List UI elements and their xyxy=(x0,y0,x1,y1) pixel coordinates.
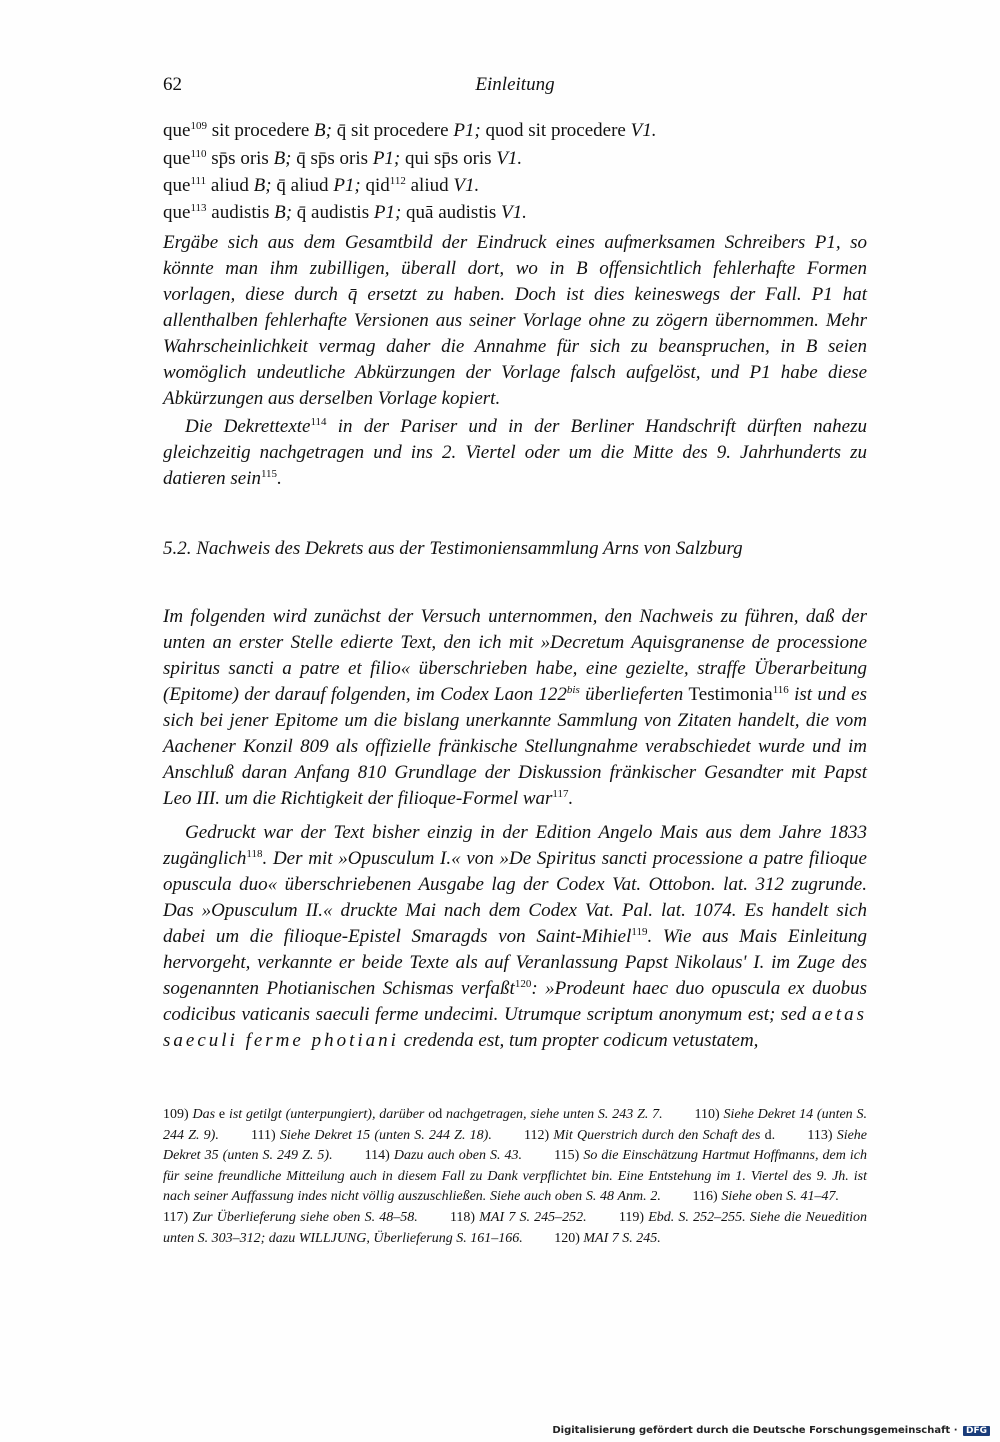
footnote-number: 112) xyxy=(524,1127,554,1143)
footnote-text: d xyxy=(764,1127,772,1143)
footnote-number: 114) xyxy=(364,1148,394,1164)
footnote xyxy=(693,1189,839,1204)
footnote-text: Siehe oben S. 41–47. xyxy=(721,1189,840,1205)
footnote-text: Ebd. S. 252–255. Siehe die Neuedition unten S. 303–312; dazu WILLJUNG, Überlieferung S. 161–166. xyxy=(163,1209,867,1246)
footnote-text: Dazu auch oben S. 43. xyxy=(393,1148,523,1164)
paragraph-nachweis: Im folgenden wird zunächst der Versuch unternommen, den Nachweis zu führen, daß der unten an erster Stelle edierte Text, den ich mit »Decretum Aquisgranense de processione spiritus sancti a patre et filio« überschrieben habe, eine gezielte, straffe Überarbeitung (Epitome) der darauf folgenden, im Codex Laon $122^{bis}$ überlieferten Testimonia$^{116}$ ist und es sich bei jener Epitome um die bislang unerkannte Sammlung von Zitaten handelt, die vom Aachener Konzil 809 als offizielle fränkische Stellungnahme verabschiedet wurde und im Anschluß daran Anfang 810 Grundlage der Diskussion fränkischer Gesandter mit Papst Leo III. um die Richtigkeit der filioque-Formel war$^{117}$. xyxy=(163,606,867,809)
footer-text: Digitalisierung gefördert durch die Deutsche Forschungsgemeinschaft · xyxy=(552,1425,958,1436)
page-number: 62 xyxy=(163,74,182,95)
footnote-text: Siehe Dekret 14 (unten S. 244 Z. 9). xyxy=(163,1107,868,1143)
footnote-text: MAI 7 S. 245. xyxy=(583,1230,661,1246)
dfg-logo: DFG xyxy=(963,1426,990,1436)
footnote-text: e xyxy=(218,1107,226,1122)
variant-line: que$^{109}$ sit procedere B; q̄ sit procedere P1; quod sit procedere V1. xyxy=(163,120,657,141)
footnote-number: 109) xyxy=(163,1107,193,1122)
running-title: Einleitung xyxy=(475,74,555,95)
footnote-text: nachgetragen, siehe unten S. 243 Z. 7. xyxy=(442,1107,663,1122)
paragraph-dating: Die Dekrettexte$^{114}$ in der Pariser und in der Berliner Handschrift dürften nahezu gleichzeitig nachgetragen und ins 2. Viertel oder um die Mitte des 9. Jahrhunderts zu datieren sein$^{115}$. xyxy=(163,416,867,489)
footnote-text: MAI 7 S. 245–252. xyxy=(479,1209,587,1225)
footnote xyxy=(554,1231,661,1246)
footnote-text: Mit Querstrich durch den Schaft des xyxy=(553,1127,765,1143)
footnote-number: 120) xyxy=(554,1230,584,1246)
dfg-footer xyxy=(552,1425,990,1436)
footnote-text: Siehe Dekret 15 (unten S. 244 Z. 18). xyxy=(279,1127,492,1143)
footnote-text: . xyxy=(771,1127,776,1143)
footnote-number: 118) xyxy=(449,1209,480,1225)
footnote xyxy=(524,1128,775,1143)
footnote xyxy=(251,1128,492,1143)
paragraph-edition: Gedruckt war der Text bisher einzig in der Edition Angelo Mais aus dem Jahre 1833 zugänglich$^{118}$. Der mit »Opusculum I.« von »De Spiritus sancti processione a patre filioque opuscula duo« überschriebenen Ausgabe lag der Codex Vat. Ottobon. lat. 312 zugrunde. Das »Opusculum II.« druckte Mai nach dem Codex Vat. Pal. lat. 1074. Es handelt sich dabei um die filioque-Epistel Smaragds von Saint-Mihiel$^{119}$. Wie aus Mais Einleitung hervorgeht, verkannte er beide Texte als auf Veranlassung Papst Nikolaus' I. im Zuge des sogenannten Photianischen Schismas verfaßt$^{120}$: »Prodeunt haec duo opuscula ex duobus codicibus vaticanis saeculi ferme undecimi. Utrumque scriptum anonymum est; sed aetas saeculi ferme photiani credenda est, tum propter codicum vetustatem, xyxy=(163,822,867,1051)
footnote xyxy=(163,1107,663,1122)
page-header xyxy=(163,74,867,102)
footnote-number: 117) xyxy=(163,1209,193,1225)
footnote-text: Zur Überlieferung siehe oben S. 48–58. xyxy=(192,1209,418,1225)
variant-line: que$^{113}$ audistis B; q̄ audistis P1; quā audistis V1. xyxy=(163,202,527,223)
footnote-number: 119) xyxy=(618,1209,649,1225)
footnote-number: 110) xyxy=(694,1107,724,1122)
variant-line: que$^{111}$ aliud B; q̄ aliud P1; qid$^{112}$ aliud V1. xyxy=(163,175,480,196)
footnote-text: Siehe Dekret 35 (unten S. 249 Z. 5). xyxy=(163,1127,868,1164)
footnote xyxy=(163,1210,418,1225)
footnote-number: 116) xyxy=(692,1189,722,1205)
footnote-text: ist getilgt (unterpungiert), darüber xyxy=(225,1107,429,1122)
section-heading: 5.2. Nachweis des Dekrets aus der Testimoniensammlung Arns von Salzburg xyxy=(163,538,743,559)
footnote xyxy=(365,1148,522,1163)
footnote-text: So die Einschätzung Hartmut Hoffmanns, dem ich für seine freundliche Mitteilung auch in diesem Fall zu Dank verpflichtet bin. Eine Entstehung im 1. Viertel des 9. Jh. ist nach seiner Auffassung indes nicht völlig auszuschließen. Siehe auch oben S. 48 Anm. 2. xyxy=(163,1148,868,1205)
footnote-text: Das xyxy=(192,1107,219,1122)
footnote-number: 113) xyxy=(807,1127,837,1143)
footnote-number: 111) xyxy=(251,1127,280,1143)
footnote xyxy=(450,1210,587,1225)
paragraph-scribe: Ergäbe sich aus dem Gesamtbild der Eindruck eines aufmerksamen Schreibers P1, so könnte man ihm zubilligen, überall dort, wo in B offensichtlich fehlerhafte Formen vorlagen, diese durch q̄ ersetzt zu haben. Doch ist dies keineswegs der Fall. P1 hat allenthalben fehlerhafte Versionen aus seiner Vorlage ohne zu zögern übernommen. Mehr Wahrscheinlichkeit vermag daher die Annahme für sich zu beanspruchen, in B seien womöglich undeutliche Abkürzungen der Vorlage falsch aufgelöst, und P1 habe diese Abkürzungen aus derselben Vorlage kopiert. xyxy=(163,232,867,409)
footnote-text: od xyxy=(428,1107,443,1122)
variant-line: que$^{110}$ sp̄s oris B; q̄ sp̄s oris P1; qui sp̄s oris V1. xyxy=(163,148,523,169)
footnotes xyxy=(163,1105,867,1249)
footnote-number: 115) xyxy=(554,1148,584,1164)
